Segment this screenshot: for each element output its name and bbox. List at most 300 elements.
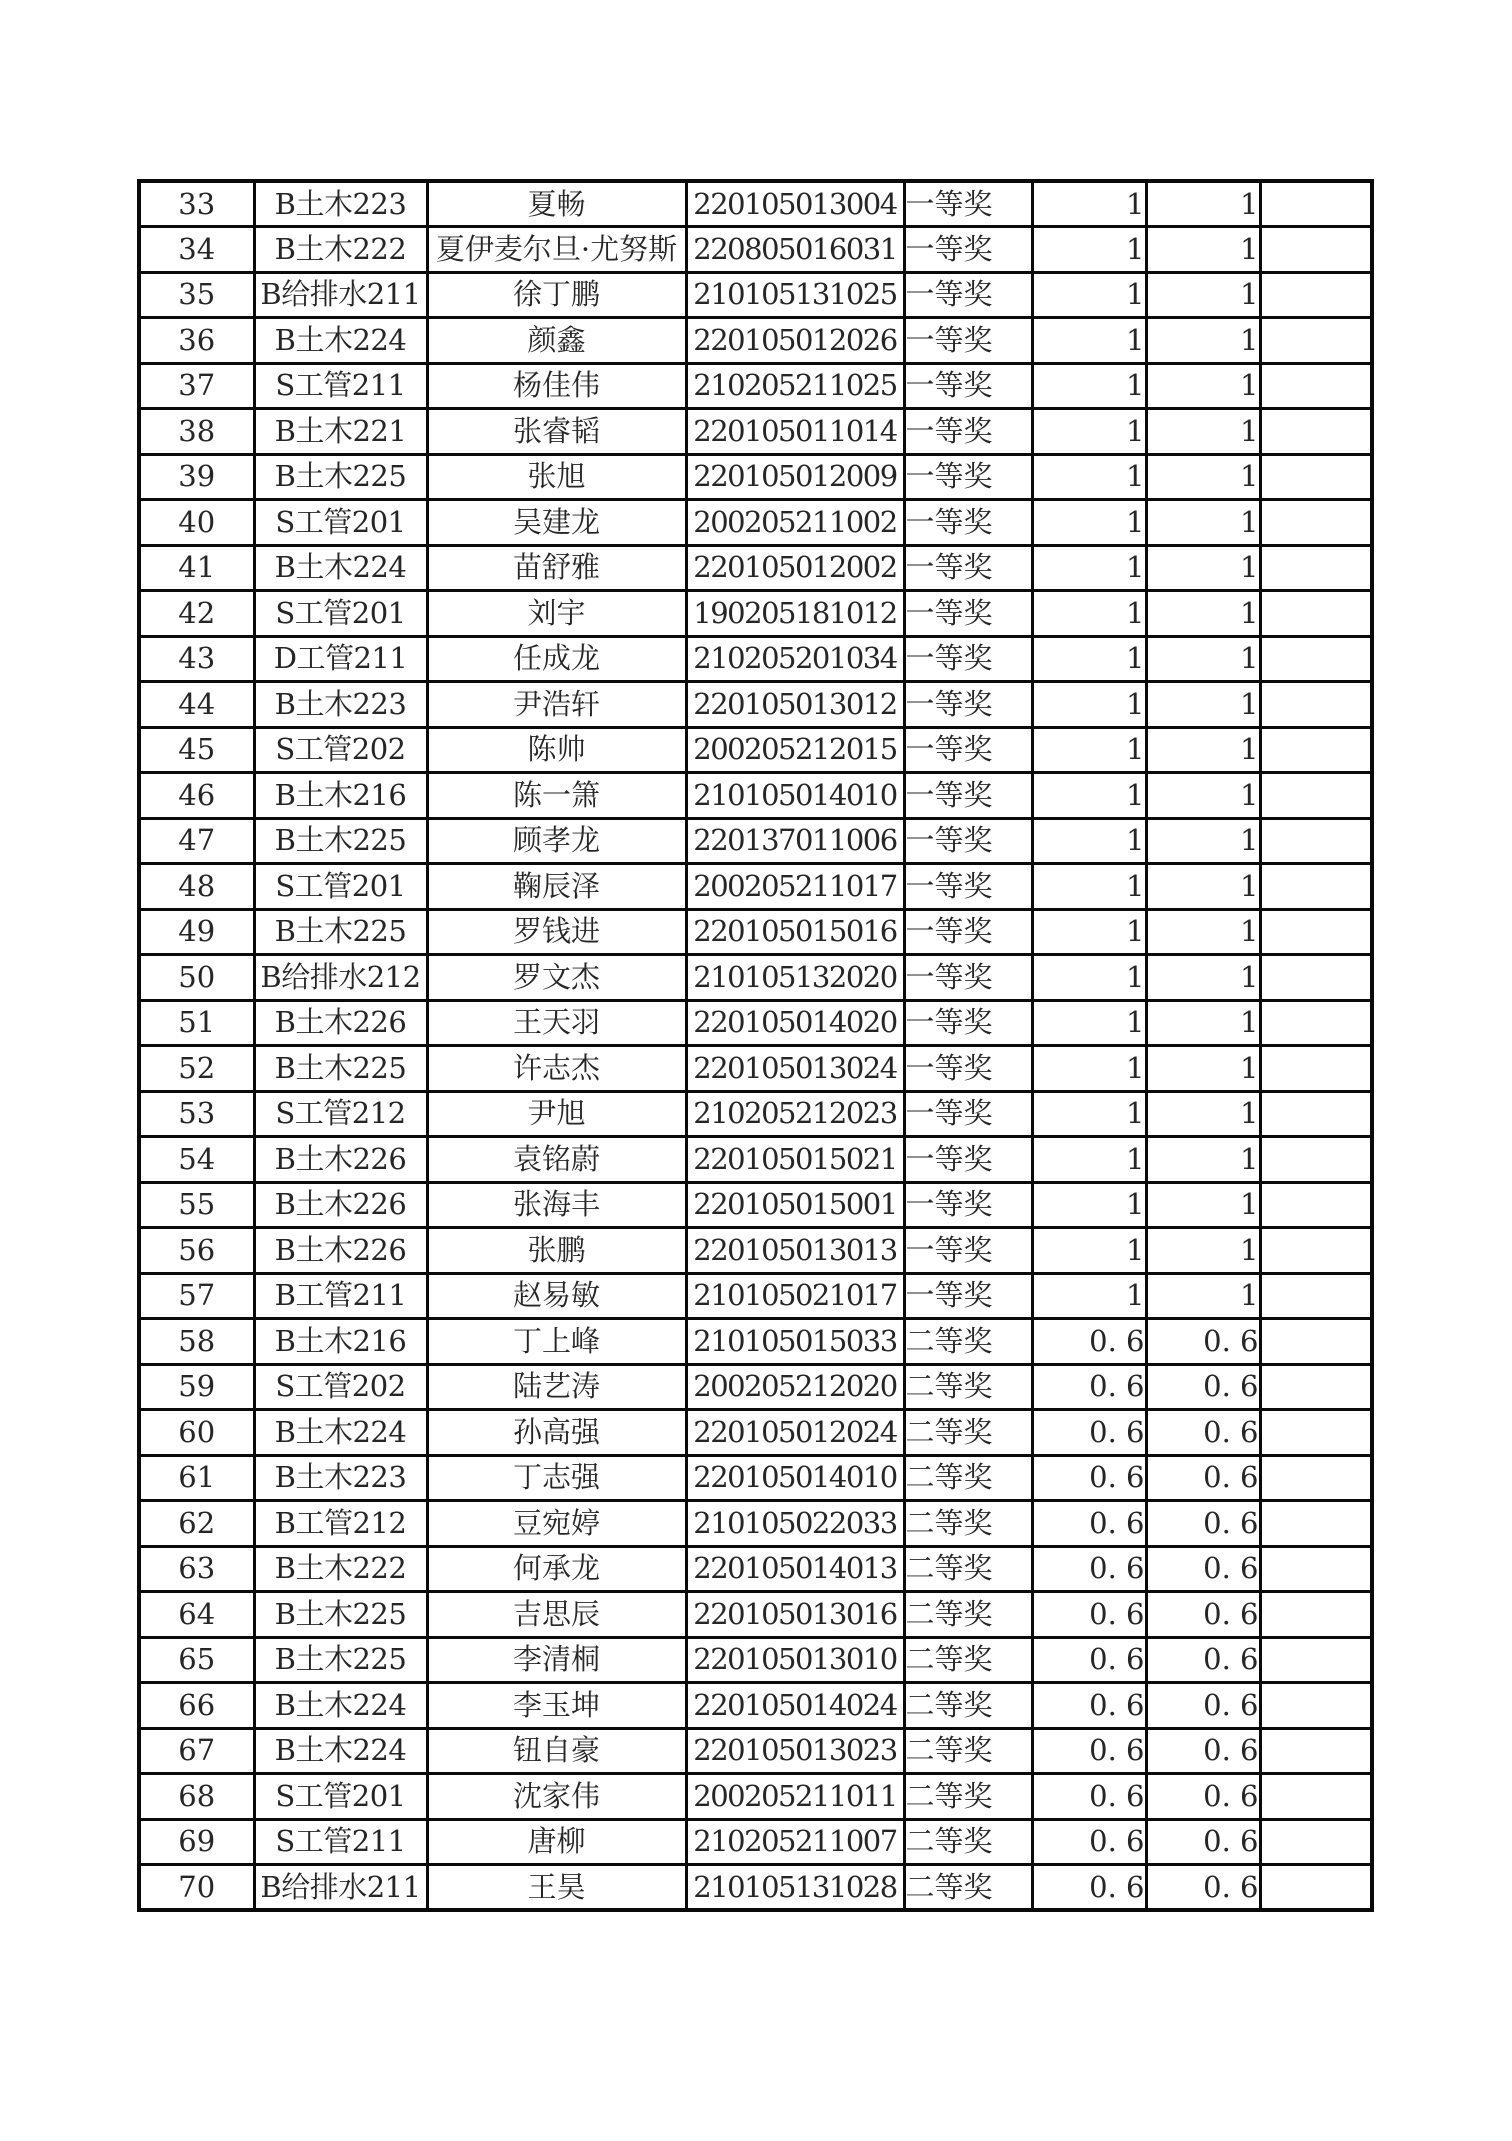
table-row xyxy=(139,1364,1372,1410)
cell-score-1: 1 xyxy=(1032,818,1146,864)
cell-student-name: 李玉坤 xyxy=(427,1683,686,1729)
cell-class-name: S工管212 xyxy=(254,1091,427,1137)
cell-student-id: 210105131028 xyxy=(686,1865,904,1911)
cell-award-tier: 一等奖 xyxy=(904,1228,1032,1274)
cell-student-name: 陈帅 xyxy=(427,727,686,773)
cell-award-tier: 一等奖 xyxy=(904,500,1032,546)
cell-award-tier: 一等奖 xyxy=(904,636,1032,682)
cell-score-2: 0. 6 xyxy=(1146,1728,1260,1774)
table-row xyxy=(139,1774,1372,1820)
cell-class-name: S工管202 xyxy=(254,1364,427,1410)
cell-award-tier: 一等奖 xyxy=(904,1182,1032,1228)
cell-student-id: 220105015001 xyxy=(686,1182,904,1228)
cell-row-number: 38 xyxy=(139,409,254,455)
cell-class-name: B土木224 xyxy=(254,318,427,364)
table-row xyxy=(139,955,1372,1001)
cell-student-name: 张海丰 xyxy=(427,1182,686,1228)
cell-row-number: 46 xyxy=(139,773,254,819)
cell-score-1: 1 xyxy=(1032,727,1146,773)
cell-score-1: 1 xyxy=(1032,500,1146,546)
cell-award-tier: 一等奖 xyxy=(904,773,1032,819)
cell-score-1: 0. 6 xyxy=(1032,1364,1146,1410)
cell-student-name: 罗钱进 xyxy=(427,909,686,955)
cell-row-number: 45 xyxy=(139,727,254,773)
cell-score-1: 1 xyxy=(1032,454,1146,500)
cell-score-1: 1 xyxy=(1032,272,1146,318)
cell-student-id: 210205212023 xyxy=(686,1091,904,1137)
cell-student-id: 210105132020 xyxy=(686,955,904,1001)
cell-score-1: 0. 6 xyxy=(1032,1546,1146,1592)
cell-blank xyxy=(1260,1728,1372,1774)
cell-blank xyxy=(1260,818,1372,864)
cell-blank xyxy=(1260,1182,1372,1228)
cell-award-tier: 二等奖 xyxy=(904,1865,1032,1911)
cell-score-2: 1 xyxy=(1146,227,1260,273)
cell-score-2: 1 xyxy=(1146,955,1260,1001)
cell-score-2: 1 xyxy=(1146,318,1260,364)
cell-award-tier: 一等奖 xyxy=(904,454,1032,500)
cell-student-name: 赵易敏 xyxy=(427,1273,686,1319)
cell-student-id: 200205211002 xyxy=(686,500,904,546)
cell-score-1: 1 xyxy=(1032,1000,1146,1046)
cell-score-2: 0. 6 xyxy=(1146,1364,1260,1410)
cell-student-name: 许志杰 xyxy=(427,1046,686,1092)
cell-class-name: B土木225 xyxy=(254,454,427,500)
cell-score-2: 1 xyxy=(1146,454,1260,500)
cell-student-id: 220105012009 xyxy=(686,454,904,500)
cell-blank xyxy=(1260,1228,1372,1274)
cell-row-number: 66 xyxy=(139,1683,254,1729)
cell-student-name: 夏畅 xyxy=(427,181,686,227)
cell-score-2: 0. 6 xyxy=(1146,1819,1260,1865)
cell-award-tier: 二等奖 xyxy=(904,1637,1032,1683)
cell-student-id: 220105013016 xyxy=(686,1592,904,1638)
cell-award-tier: 一等奖 xyxy=(904,864,1032,910)
cell-student-name: 丁上峰 xyxy=(427,1319,686,1365)
cell-blank xyxy=(1260,545,1372,591)
cell-award-tier: 二等奖 xyxy=(904,1410,1032,1456)
cell-award-tier: 一等奖 xyxy=(904,1000,1032,1046)
cell-row-number: 40 xyxy=(139,500,254,546)
cell-award-tier: 二等奖 xyxy=(904,1364,1032,1410)
cell-score-1: 1 xyxy=(1032,1091,1146,1137)
table-row xyxy=(139,1137,1372,1183)
cell-award-tier: 一等奖 xyxy=(904,318,1032,364)
cell-blank xyxy=(1260,1865,1372,1911)
cell-class-name: B土木225 xyxy=(254,1046,427,1092)
cell-score-2: 0. 6 xyxy=(1146,1774,1260,1820)
cell-award-tier: 一等奖 xyxy=(904,545,1032,591)
cell-row-number: 62 xyxy=(139,1501,254,1547)
table-row xyxy=(139,818,1372,864)
cell-class-name: S工管211 xyxy=(254,363,427,409)
cell-score-1: 0. 6 xyxy=(1032,1319,1146,1365)
cell-score-1: 1 xyxy=(1032,682,1146,728)
cell-student-id: 220105014020 xyxy=(686,1000,904,1046)
cell-award-tier: 二等奖 xyxy=(904,1319,1032,1365)
cell-score-1: 1 xyxy=(1032,181,1146,227)
cell-row-number: 42 xyxy=(139,591,254,637)
cell-award-tier: 一等奖 xyxy=(904,1046,1032,1092)
cell-score-2: 0. 6 xyxy=(1146,1637,1260,1683)
cell-award-tier: 一等奖 xyxy=(904,363,1032,409)
cell-score-1: 0. 6 xyxy=(1032,1728,1146,1774)
cell-score-2: 0. 6 xyxy=(1146,1501,1260,1547)
cell-award-tier: 一等奖 xyxy=(904,1273,1032,1319)
table-row xyxy=(139,272,1372,318)
table-row xyxy=(139,545,1372,591)
cell-score-1: 0. 6 xyxy=(1032,1865,1146,1911)
cell-score-1: 1 xyxy=(1032,363,1146,409)
cell-blank xyxy=(1260,409,1372,455)
cell-row-number: 60 xyxy=(139,1410,254,1456)
cell-student-id: 220105013023 xyxy=(686,1728,904,1774)
cell-award-tier: 二等奖 xyxy=(904,1501,1032,1547)
cell-row-number: 59 xyxy=(139,1364,254,1410)
cell-row-number: 36 xyxy=(139,318,254,364)
cell-student-name: 豆宛婷 xyxy=(427,1501,686,1547)
cell-award-tier: 一等奖 xyxy=(904,727,1032,773)
cell-row-number: 37 xyxy=(139,363,254,409)
table-row xyxy=(139,1182,1372,1228)
cell-blank xyxy=(1260,773,1372,819)
cell-student-name: 顾孝龙 xyxy=(427,818,686,864)
cell-award-tier: 二等奖 xyxy=(904,1819,1032,1865)
cell-student-id: 220805016031 xyxy=(686,227,904,273)
cell-score-2: 1 xyxy=(1146,1182,1260,1228)
cell-student-id: 200205212020 xyxy=(686,1364,904,1410)
cell-score-2: 1 xyxy=(1146,272,1260,318)
cell-blank xyxy=(1260,1137,1372,1183)
cell-score-2: 0. 6 xyxy=(1146,1455,1260,1501)
cell-row-number: 44 xyxy=(139,682,254,728)
cell-score-2: 0. 6 xyxy=(1146,1319,1260,1365)
cell-score-2: 1 xyxy=(1146,1228,1260,1274)
cell-blank xyxy=(1260,955,1372,1001)
table-row xyxy=(139,1546,1372,1592)
cell-class-name: S工管201 xyxy=(254,500,427,546)
cell-class-name: B土木225 xyxy=(254,909,427,955)
table-row xyxy=(139,181,1372,227)
cell-blank xyxy=(1260,1046,1372,1092)
cell-row-number: 41 xyxy=(139,545,254,591)
cell-award-tier: 二等奖 xyxy=(904,1728,1032,1774)
cell-score-2: 1 xyxy=(1146,500,1260,546)
cell-student-id: 220105015016 xyxy=(686,909,904,955)
cell-score-1: 0. 6 xyxy=(1032,1410,1146,1456)
cell-score-1: 0. 6 xyxy=(1032,1819,1146,1865)
cell-class-name: B土木216 xyxy=(254,1319,427,1365)
table-row xyxy=(139,1273,1372,1319)
cell-student-id: 220105013012 xyxy=(686,682,904,728)
cell-score-2: 1 xyxy=(1146,1046,1260,1092)
table-row xyxy=(139,1819,1372,1865)
cell-score-2: 1 xyxy=(1146,864,1260,910)
cell-class-name: B土木223 xyxy=(254,181,427,227)
cell-score-2: 1 xyxy=(1146,727,1260,773)
cell-score-2: 1 xyxy=(1146,1000,1260,1046)
table-row xyxy=(139,591,1372,637)
cell-class-name: S工管201 xyxy=(254,1774,427,1820)
cell-score-1: 1 xyxy=(1032,636,1146,682)
cell-score-1: 0. 6 xyxy=(1032,1592,1146,1638)
cell-blank xyxy=(1260,1091,1372,1137)
cell-student-id: 210105131025 xyxy=(686,272,904,318)
cell-score-2: 1 xyxy=(1146,545,1260,591)
cell-class-name: B土木224 xyxy=(254,1410,427,1456)
cell-score-1: 1 xyxy=(1032,591,1146,637)
cell-student-name: 杨佳伟 xyxy=(427,363,686,409)
table-row xyxy=(139,363,1372,409)
cell-class-name: B土木224 xyxy=(254,1683,427,1729)
cell-student-id: 210205211025 xyxy=(686,363,904,409)
cell-row-number: 54 xyxy=(139,1137,254,1183)
cell-class-name: S工管202 xyxy=(254,727,427,773)
cell-student-name: 苗舒雅 xyxy=(427,545,686,591)
cell-score-1: 1 xyxy=(1032,955,1146,1001)
cell-student-id: 210105021017 xyxy=(686,1273,904,1319)
cell-row-number: 34 xyxy=(139,227,254,273)
table-row xyxy=(139,773,1372,819)
cell-blank xyxy=(1260,363,1372,409)
cell-class-name: B给排水211 xyxy=(254,272,427,318)
cell-score-1: 1 xyxy=(1032,409,1146,455)
cell-award-tier: 一等奖 xyxy=(904,1091,1032,1137)
cell-student-id: 220105014010 xyxy=(686,1455,904,1501)
table-row xyxy=(139,636,1372,682)
cell-award-tier: 一等奖 xyxy=(904,955,1032,1001)
cell-row-number: 57 xyxy=(139,1273,254,1319)
cell-student-id: 220105013004 xyxy=(686,181,904,227)
cell-score-2: 0. 6 xyxy=(1146,1592,1260,1638)
cell-row-number: 68 xyxy=(139,1774,254,1820)
cell-student-name: 尹旭 xyxy=(427,1091,686,1137)
cell-student-name: 罗文杰 xyxy=(427,955,686,1001)
cell-class-name: B土木224 xyxy=(254,545,427,591)
table-row xyxy=(139,1637,1372,1683)
cell-row-number: 47 xyxy=(139,818,254,864)
cell-row-number: 35 xyxy=(139,272,254,318)
cell-score-2: 0. 6 xyxy=(1146,1865,1260,1911)
cell-class-name: B土木216 xyxy=(254,773,427,819)
table-row xyxy=(139,454,1372,500)
cell-row-number: 49 xyxy=(139,909,254,955)
cell-class-name: B土木223 xyxy=(254,1455,427,1501)
table-row xyxy=(139,1228,1372,1274)
cell-student-name: 吉思辰 xyxy=(427,1592,686,1638)
cell-row-number: 58 xyxy=(139,1319,254,1365)
cell-award-tier: 一等奖 xyxy=(904,1137,1032,1183)
cell-blank xyxy=(1260,864,1372,910)
cell-student-id: 220105012024 xyxy=(686,1410,904,1456)
cell-student-name: 张旭 xyxy=(427,454,686,500)
cell-blank xyxy=(1260,1546,1372,1592)
cell-class-name: B工管212 xyxy=(254,1501,427,1547)
table-row xyxy=(139,1091,1372,1137)
cell-student-name: 沈家伟 xyxy=(427,1774,686,1820)
cell-student-id: 210105014010 xyxy=(686,773,904,819)
cell-row-number: 43 xyxy=(139,636,254,682)
cell-class-name: B土木224 xyxy=(254,1728,427,1774)
cell-student-name: 王昊 xyxy=(427,1865,686,1911)
table-row xyxy=(139,1865,1372,1911)
cell-row-number: 67 xyxy=(139,1728,254,1774)
cell-score-2: 1 xyxy=(1146,363,1260,409)
table-row xyxy=(139,1592,1372,1638)
cell-blank xyxy=(1260,727,1372,773)
cell-award-tier: 二等奖 xyxy=(904,1683,1032,1729)
cell-score-1: 1 xyxy=(1032,1273,1146,1319)
cell-class-name: B给排水212 xyxy=(254,955,427,1001)
cell-blank xyxy=(1260,591,1372,637)
cell-blank xyxy=(1260,1410,1372,1456)
table-row xyxy=(139,864,1372,910)
cell-class-name: B土木225 xyxy=(254,1637,427,1683)
cell-score-2: 0. 6 xyxy=(1146,1683,1260,1729)
table-row xyxy=(139,409,1372,455)
cell-student-id: 200205211017 xyxy=(686,864,904,910)
cell-student-name: 唐柳 xyxy=(427,1819,686,1865)
cell-award-tier: 一等奖 xyxy=(904,409,1032,455)
cell-score-1: 1 xyxy=(1032,318,1146,364)
table-row xyxy=(139,1683,1372,1729)
cell-blank xyxy=(1260,909,1372,955)
cell-score-2: 1 xyxy=(1146,409,1260,455)
cell-score-1: 0. 6 xyxy=(1032,1501,1146,1547)
cell-blank xyxy=(1260,636,1372,682)
cell-student-id: 210105022033 xyxy=(686,1501,904,1547)
cell-student-name: 陆艺涛 xyxy=(427,1364,686,1410)
table-row xyxy=(139,909,1372,955)
cell-blank xyxy=(1260,272,1372,318)
cell-score-1: 1 xyxy=(1032,1137,1146,1183)
cell-class-name: B土木226 xyxy=(254,1228,427,1274)
cell-blank xyxy=(1260,1455,1372,1501)
cell-row-number: 53 xyxy=(139,1091,254,1137)
cell-blank xyxy=(1260,1637,1372,1683)
table-row xyxy=(139,227,1372,273)
cell-score-1: 1 xyxy=(1032,1182,1146,1228)
cell-award-tier: 一等奖 xyxy=(904,227,1032,273)
cell-award-tier: 二等奖 xyxy=(904,1546,1032,1592)
cell-student-name: 李清桐 xyxy=(427,1637,686,1683)
cell-score-2: 1 xyxy=(1146,636,1260,682)
cell-student-name: 颜鑫 xyxy=(427,318,686,364)
cell-class-name: B给排水211 xyxy=(254,1865,427,1911)
cell-blank xyxy=(1260,1273,1372,1319)
cell-score-2: 1 xyxy=(1146,682,1260,728)
cell-blank xyxy=(1260,1819,1372,1865)
cell-blank xyxy=(1260,1501,1372,1547)
table-row xyxy=(139,1501,1372,1547)
table-row xyxy=(139,318,1372,364)
cell-score-1: 0. 6 xyxy=(1032,1455,1146,1501)
cell-student-name: 孙高强 xyxy=(427,1410,686,1456)
table-row xyxy=(139,1410,1372,1456)
cell-class-name: B土木221 xyxy=(254,409,427,455)
cell-student-id: 220105011014 xyxy=(686,409,904,455)
cell-student-id: 210205201034 xyxy=(686,636,904,682)
cell-row-number: 69 xyxy=(139,1819,254,1865)
cell-student-name: 夏伊麦尔旦·尤努斯 xyxy=(427,227,686,273)
cell-student-name: 丁志强 xyxy=(427,1455,686,1501)
cell-student-id: 220105013024 xyxy=(686,1046,904,1092)
cell-score-2: 1 xyxy=(1146,909,1260,955)
cell-student-name: 何承龙 xyxy=(427,1546,686,1592)
cell-class-name: B工管211 xyxy=(254,1273,427,1319)
cell-award-tier: 二等奖 xyxy=(904,1455,1032,1501)
cell-student-id: 210205211007 xyxy=(686,1819,904,1865)
cell-blank xyxy=(1260,1319,1372,1365)
cell-row-number: 64 xyxy=(139,1592,254,1638)
cell-student-name: 任成龙 xyxy=(427,636,686,682)
cell-score-1: 1 xyxy=(1032,909,1146,955)
cell-blank xyxy=(1260,227,1372,273)
cell-row-number: 56 xyxy=(139,1228,254,1274)
cell-score-1: 1 xyxy=(1032,773,1146,819)
cell-class-name: B土木226 xyxy=(254,1137,427,1183)
cell-score-1: 0. 6 xyxy=(1032,1683,1146,1729)
table-row xyxy=(139,682,1372,728)
cell-score-1: 0. 6 xyxy=(1032,1774,1146,1820)
cell-student-id: 200205212015 xyxy=(686,727,904,773)
cell-student-id: 220137011006 xyxy=(686,818,904,864)
cell-row-number: 52 xyxy=(139,1046,254,1092)
cell-student-id: 210105015033 xyxy=(686,1319,904,1365)
cell-score-2: 1 xyxy=(1146,1273,1260,1319)
cell-blank xyxy=(1260,1683,1372,1729)
cell-student-name: 鞠辰泽 xyxy=(427,864,686,910)
cell-blank xyxy=(1260,181,1372,227)
table-row xyxy=(139,1046,1372,1092)
table-row xyxy=(139,1455,1372,1501)
cell-row-number: 50 xyxy=(139,955,254,1001)
cell-class-name: B土木226 xyxy=(254,1182,427,1228)
cell-score-2: 1 xyxy=(1146,1137,1260,1183)
cell-blank xyxy=(1260,1000,1372,1046)
cell-student-name: 钮自豪 xyxy=(427,1728,686,1774)
cell-student-name: 徐丁鹏 xyxy=(427,272,686,318)
cell-student-id: 220105013013 xyxy=(686,1228,904,1274)
cell-class-name: S工管201 xyxy=(254,591,427,637)
cell-student-name: 张鹏 xyxy=(427,1228,686,1274)
cell-row-number: 39 xyxy=(139,454,254,500)
cell-student-id: 220105014013 xyxy=(686,1546,904,1592)
cell-score-2: 1 xyxy=(1146,181,1260,227)
cell-score-1: 1 xyxy=(1032,545,1146,591)
cell-student-name: 尹浩轩 xyxy=(427,682,686,728)
cell-student-name: 刘宇 xyxy=(427,591,686,637)
cell-award-tier: 一等奖 xyxy=(904,181,1032,227)
cell-row-number: 33 xyxy=(139,181,254,227)
cell-score-2: 1 xyxy=(1146,818,1260,864)
cell-award-tier: 二等奖 xyxy=(904,1592,1032,1638)
cell-row-number: 70 xyxy=(139,1865,254,1911)
cell-score-1: 0. 6 xyxy=(1032,1637,1146,1683)
table-row xyxy=(139,1319,1372,1365)
cell-score-2: 1 xyxy=(1146,773,1260,819)
cell-award-tier: 二等奖 xyxy=(904,1774,1032,1820)
cell-row-number: 65 xyxy=(139,1637,254,1683)
cell-class-name: B土木223 xyxy=(254,682,427,728)
cell-class-name: B土木226 xyxy=(254,1000,427,1046)
cell-class-name: B土木225 xyxy=(254,1592,427,1638)
cell-award-tier: 一等奖 xyxy=(904,591,1032,637)
cell-class-name: B土木225 xyxy=(254,818,427,864)
cell-student-id: 220105012002 xyxy=(686,545,904,591)
cell-student-name: 王天羽 xyxy=(427,1000,686,1046)
cell-blank xyxy=(1260,1592,1372,1638)
